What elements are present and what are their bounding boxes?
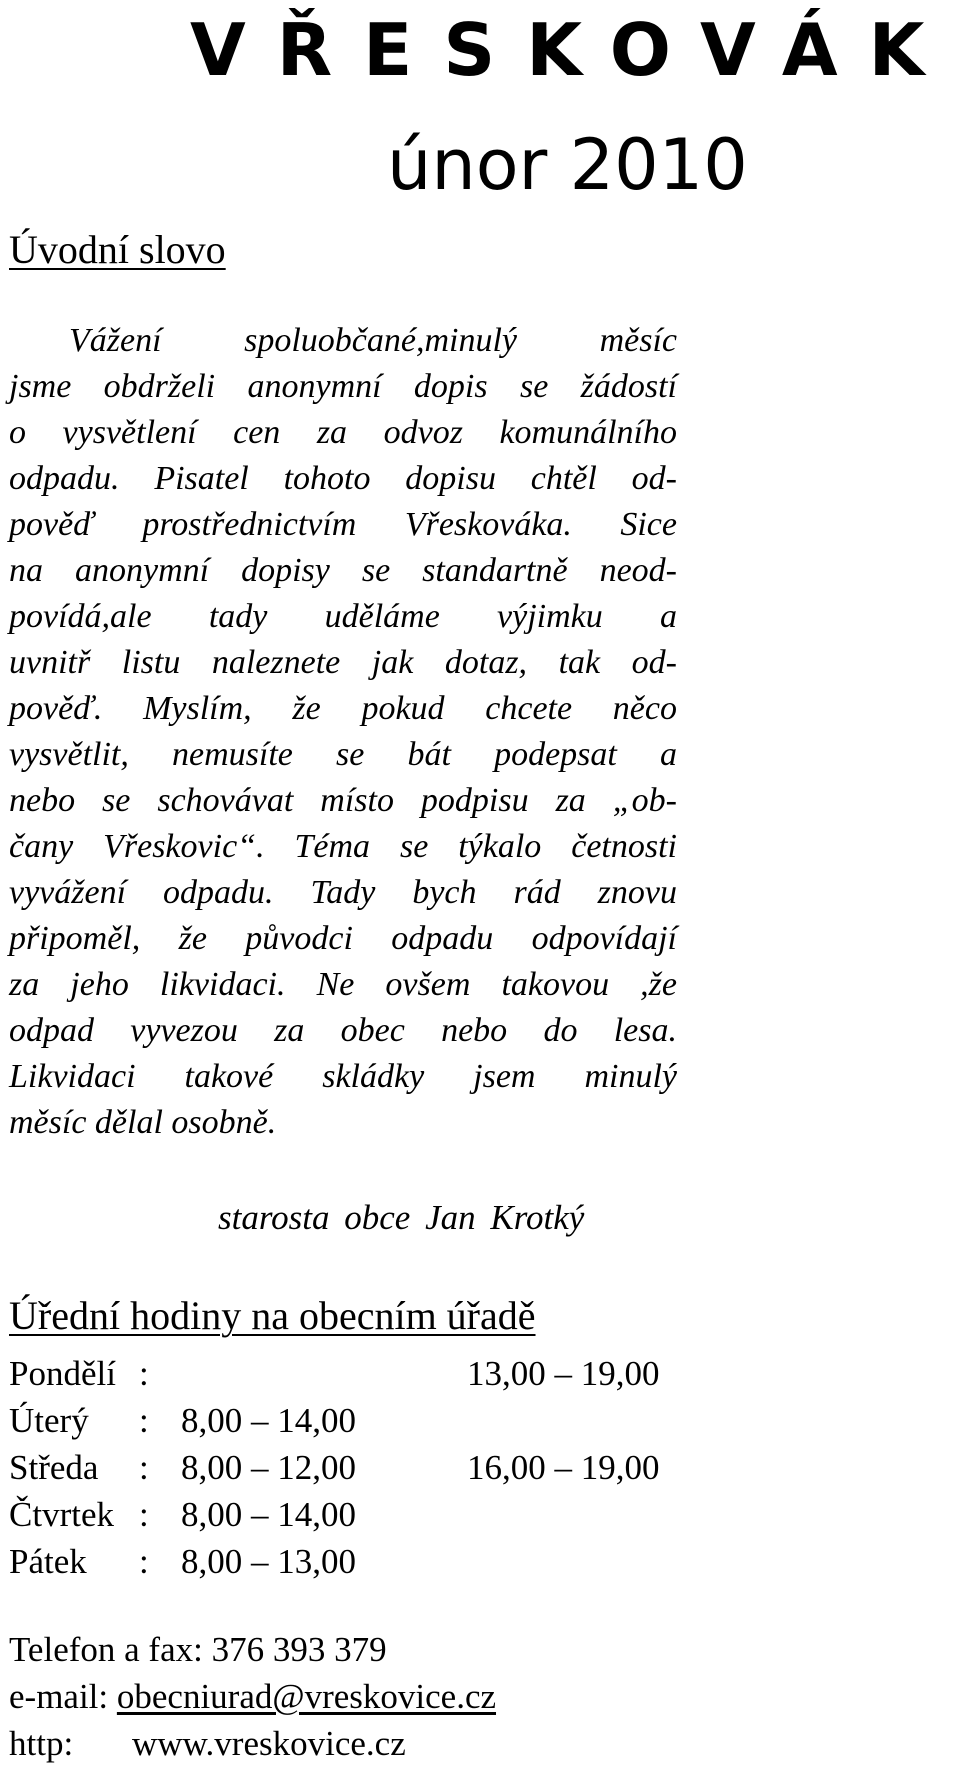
hours-row [9, 1397, 729, 1444]
hours-separator: : [139, 1401, 149, 1440]
intro-line: pověď. Myslím, že pokud chcete něco [9, 690, 677, 727]
intro-line: nebo se schovávat místo podpisu za „ob- [9, 782, 677, 819]
intro-line: odpad vyvezou za obec nebo do lesa. [9, 1012, 677, 1049]
signature: starosta obce Jan Krotký [218, 1198, 585, 1237]
email-line [9, 1673, 496, 1720]
intro-line: vysvětlit, nemusíte se bát podepsat a [9, 736, 677, 773]
hours-row [9, 1491, 729, 1538]
hours-morning: 8,00 – 14,00 [181, 1401, 356, 1440]
web-row [9, 1720, 709, 1767]
hours-morning: 8,00 – 13,00 [181, 1542, 356, 1581]
intro-line: pověď prostřednictvím Vřeskováka. Sice [9, 506, 677, 543]
intro-line: o vysvětlení cen za odvoz komunálního [9, 414, 677, 451]
hours-day: Pátek [9, 1542, 87, 1581]
hours-separator: : [139, 1495, 149, 1534]
hours-day: Středa [9, 1448, 99, 1487]
intro-line: na anonymní dopisy se standartně neod- [9, 552, 677, 589]
hours-day: Čtvrtek [9, 1495, 114, 1534]
newsletter-masthead: VŘESKOVÁK [190, 8, 956, 92]
hours-day: Pondělí [9, 1354, 116, 1393]
hours-day: Úterý [9, 1401, 89, 1440]
hours-morning: 8,00 – 14,00 [181, 1495, 356, 1534]
intro-line: vyvážení odpadu. Tady bych rád znovu [9, 874, 677, 911]
hours-row [9, 1444, 729, 1491]
contact-block [9, 1626, 709, 1767]
intro-text [9, 318, 677, 1146]
hours-afternoon: 16,00 – 19,00 [467, 1448, 660, 1487]
intro-line: měsíc dělal osobně. [9, 1104, 277, 1141]
hours-separator: : [139, 1542, 149, 1581]
intro-line: čany Vřeskovic“. Téma se týkalo četnosti [9, 828, 677, 865]
phone-row [9, 1626, 709, 1673]
hours-morning: 8,00 – 12,00 [181, 1448, 356, 1487]
email-row [9, 1673, 709, 1720]
hours-separator: : [139, 1448, 149, 1487]
intro-line: povídá,ale tady uděláme výjimku a [9, 598, 677, 635]
hours-afternoon: 13,00 – 19,00 [467, 1354, 660, 1393]
intro-section-title: Úvodní slovo [9, 227, 226, 272]
intro-line: připoměl, že původci odpadu odpovídají [9, 920, 677, 957]
email-link[interactable]: obecniurad@vreskovice.cz [116, 1677, 497, 1716]
office-hours-table [9, 1350, 729, 1585]
intro-line: jsme obdrželi anonymní dopis se žádostí [9, 368, 677, 405]
hours-row [9, 1538, 729, 1585]
email-label: e-mail: [9, 1677, 109, 1716]
phone-number: 376 393 379 [211, 1630, 387, 1669]
hours-separator: : [139, 1354, 149, 1393]
web-link[interactable]: www.vreskovice.cz [132, 1724, 406, 1763]
intro-line: Likvidaci takové skládky jsem minulý [9, 1058, 677, 1095]
intro-line: za jeho likvidaci. Ne ovšem takovou ,že [9, 966, 677, 1003]
phone-line [9, 1626, 387, 1673]
hours-row [9, 1350, 729, 1397]
intro-line: Vážení spoluobčané,minulý měsíc [69, 322, 677, 359]
intro-line: odpadu. Pisatel tohoto dopisu chtěl od- [9, 460, 677, 497]
web-label: http: [9, 1724, 74, 1763]
intro-line: uvnitř listu naleznete jak dotaz, tak od- [9, 644, 677, 681]
phone-label: Telefon a fax: [9, 1630, 203, 1669]
issue-date: únor 2010 [387, 124, 748, 206]
office-hours-title: Úřední hodiny na obecním úřadě [9, 1293, 536, 1338]
